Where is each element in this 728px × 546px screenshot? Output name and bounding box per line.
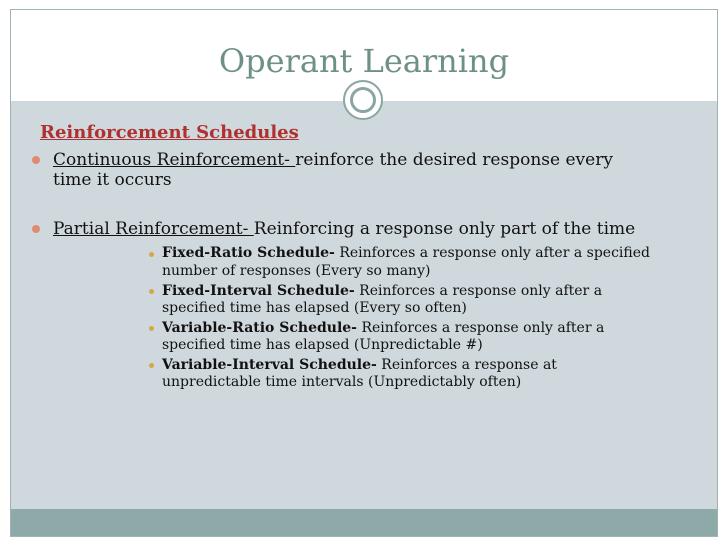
footer-bar (11, 509, 717, 536)
circle-ornament-icon (343, 80, 383, 120)
partial-text: Reinforcing a response only part of the time (253, 219, 636, 239)
schedule-item (162, 282, 602, 300)
sub-bullet-dot-icon (149, 252, 154, 257)
sub-bullet-dot-icon (149, 289, 154, 294)
bullet-dot-icon (32, 225, 40, 233)
partial-term: Partial Reinforcement- (53, 219, 254, 239)
schedule-desc: Reinforces a response only after a specified (334, 245, 650, 261)
schedule-name: Fixed-Ratio Schedule- (162, 245, 335, 261)
continuous-line2: time it occurs (53, 170, 172, 190)
schedule-item (162, 244, 650, 262)
continuous-text: reinforce the desired response every (295, 150, 613, 170)
schedule-desc: Reinforces a response at (376, 357, 557, 373)
circle-ornament-inner (350, 87, 376, 113)
schedule-line2: unpredictable time intervals (Unpredictably often) (162, 374, 522, 390)
bullet-continuous (53, 150, 613, 170)
schedule-line2: specified time has elapsed (Unpredictable #) (162, 337, 483, 353)
schedule-line2: number of responses (Every so many) (162, 263, 431, 279)
sub-bullet-dot-icon (149, 326, 154, 331)
schedule-item (162, 319, 604, 337)
schedule-name: Fixed-Interval Schedule- (162, 283, 355, 299)
section-heading: Reinforcement Schedules (40, 122, 299, 143)
schedule-name: Variable-Ratio Schedule- (162, 320, 357, 336)
bullet-dot-icon (32, 156, 40, 164)
schedule-desc: Reinforces a response only after a (354, 283, 603, 299)
schedule-desc: Reinforces a response only after a (357, 320, 605, 336)
bullet-partial (53, 219, 635, 239)
schedule-line2: specified time has elapsed (Every so often) (162, 300, 467, 316)
continuous-term: Continuous Reinforcement- (53, 150, 296, 170)
schedule-item (162, 356, 557, 374)
schedule-name: Variable-Interval Schedule- (162, 357, 377, 373)
sub-bullet-dot-icon (149, 363, 154, 368)
slide-title: Operant Learning (218, 42, 510, 80)
